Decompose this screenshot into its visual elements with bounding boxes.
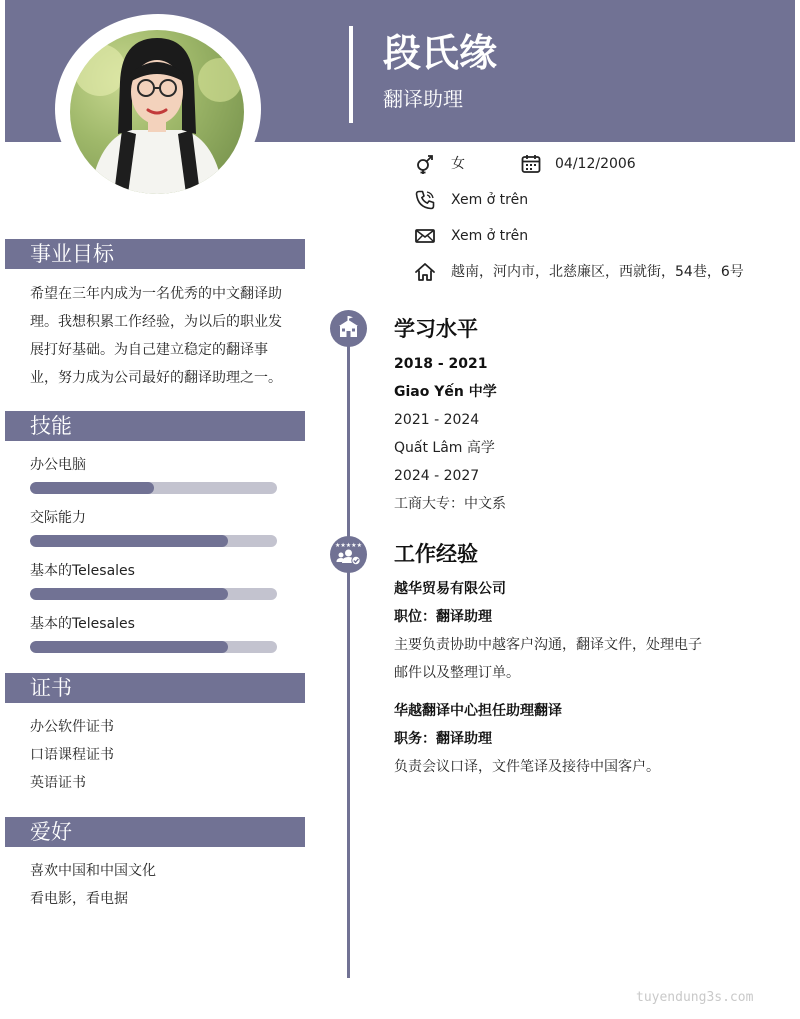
certificate-item: 口语课程证书 bbox=[30, 747, 114, 763]
education-node bbox=[330, 310, 367, 347]
gender-icon bbox=[414, 153, 436, 175]
experience-description: 负责会议口译，文件笔译及接待中国客户。 bbox=[394, 759, 660, 775]
skill-bar-fill bbox=[30, 535, 228, 547]
home-icon bbox=[414, 261, 436, 283]
timeline-line bbox=[347, 312, 350, 978]
education-school: Giao Yến 中学 bbox=[394, 384, 497, 400]
email-icon bbox=[414, 225, 436, 247]
hobby-item: 喜欢中国和中国文化 bbox=[30, 863, 156, 879]
experience-company: 越华贸易有限公司 bbox=[394, 581, 506, 597]
experience-node bbox=[330, 536, 367, 573]
education-school: 工商大专：中文系 bbox=[394, 496, 506, 512]
gender-value: 女 bbox=[451, 156, 465, 172]
hobby-item: 看电影，看电据 bbox=[30, 891, 128, 907]
skill-bar-track bbox=[30, 641, 277, 653]
objective-heading: 事业目标 bbox=[30, 242, 114, 266]
skills-heading: 技能 bbox=[30, 414, 72, 438]
svg-text:★★★★★: ★★★★★ bbox=[335, 542, 362, 549]
experience-description: 主要负责协助中越客户沟通，翻译文件，处理电子 bbox=[394, 637, 702, 653]
school-icon bbox=[330, 310, 367, 347]
experience-company: 华越翻译中心担任助理翻译 bbox=[394, 703, 562, 719]
address-value: 越南，河内市，北慈廉区，西就街，54巷，6号 bbox=[451, 264, 744, 280]
education-heading: 学习水平 bbox=[394, 317, 478, 341]
team-rating-icon bbox=[330, 536, 367, 573]
education-school: Quất Lâm 高学 bbox=[394, 440, 495, 456]
skill-bar-fill bbox=[30, 482, 154, 494]
person-portrait-icon bbox=[70, 30, 244, 194]
objective-line: 业，努力成为公司最好的翻译助理之一。 bbox=[30, 370, 282, 386]
skill-label: 基本的Telesales bbox=[30, 616, 135, 632]
profile-photo bbox=[70, 30, 244, 194]
phone-value: Xem ở trên bbox=[451, 192, 529, 208]
job-title: 翻译助理 bbox=[383, 87, 463, 111]
skill-bar-track bbox=[30, 482, 277, 494]
phone-icon bbox=[414, 189, 436, 211]
experience-role: 职务：翻译助理 bbox=[394, 731, 492, 747]
hobbies-heading: 爱好 bbox=[30, 820, 72, 844]
full-name: 段氏缘 bbox=[383, 31, 498, 75]
education-period: 2024 - 2027 bbox=[394, 468, 480, 484]
watermark: tuyendung3s.com bbox=[636, 990, 754, 1005]
experience-description: 邮件以及整理订单。 bbox=[394, 665, 520, 681]
email-value: Xem ở trên bbox=[451, 228, 529, 244]
skill-bar-track bbox=[30, 588, 277, 600]
certificate-item: 英语证书 bbox=[30, 775, 86, 791]
skill-bar-fill bbox=[30, 641, 228, 653]
education-period: 2018 - 2021 bbox=[394, 356, 488, 372]
objective-line: 理。我想积累工作经验，为以后的职业发 bbox=[30, 314, 282, 330]
birthdate-value: 04/12/2006 bbox=[555, 156, 636, 172]
skill-label: 办公电脑 bbox=[30, 457, 86, 473]
objective-line: 展打好基础。为自己建立稳定的翻译事 bbox=[30, 342, 268, 358]
education-period: 2021 - 2024 bbox=[394, 412, 480, 428]
experience-heading: 工作经验 bbox=[394, 542, 478, 566]
calendar-icon bbox=[520, 153, 542, 175]
objective-line: 希望在三年内成为一名优秀的中文翻译助 bbox=[30, 286, 282, 302]
skill-label: 交际能力 bbox=[30, 510, 86, 526]
skill-label: 基本的Telesales bbox=[30, 563, 135, 579]
skill-bar-track bbox=[30, 535, 277, 547]
certificates-heading: 证书 bbox=[30, 676, 72, 700]
certificate-item: 办公软件证书 bbox=[30, 719, 114, 735]
experience-role: 职位：翻译助理 bbox=[394, 609, 492, 625]
skill-bar-fill bbox=[30, 588, 228, 600]
name-divider bbox=[349, 26, 353, 123]
